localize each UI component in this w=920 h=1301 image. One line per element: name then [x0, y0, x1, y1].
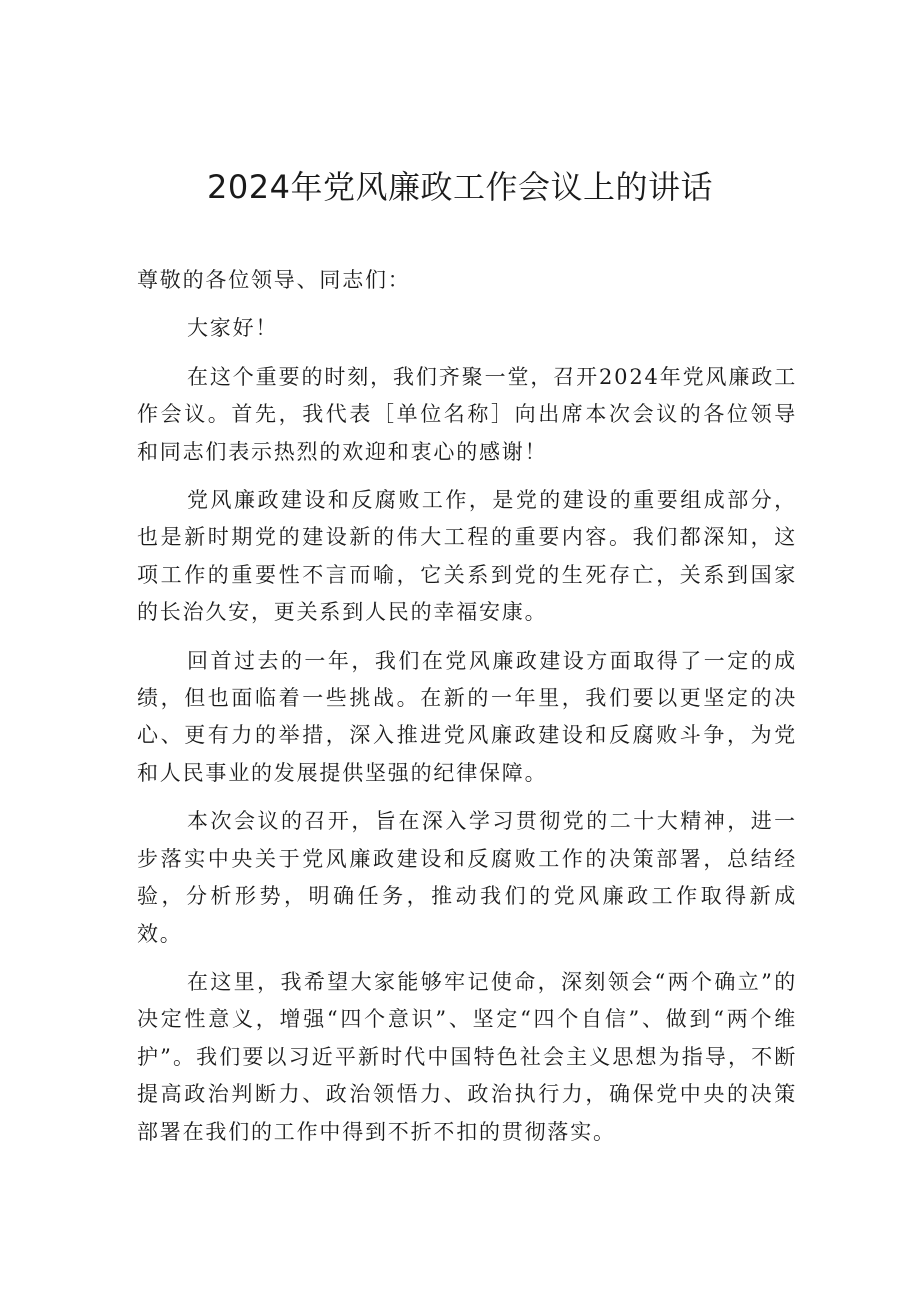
greeting: 大家好！: [187, 316, 279, 341]
paragraph-1: 在这个重要的时刻，我们齐聚一堂，召开2024年党风廉政工作会议。首先，我代表［单位名称］向出席本次会议的各位领导和同志们表示热烈的欢迎和衷心的感谢！: [137, 364, 797, 464]
salutation: 尊敬的各位领导、同志们：: [137, 268, 411, 292]
paragraph-3: 回首过去的一年，我们在党风廉政建设方面取得了一定的成绩，但也面临着一些挑战。在新的一年里，我们要以更坚定的决心、更有力的举措，深入推进党风廉政建设和反腐败斗争，为党和人民事业的发展提供坚强的纪律保障。: [137, 648, 797, 785]
paragraph-5: 在这里，我希望大家能够牢记使命，深刻领会“两个确立”的决定性意义，增强“四个意识”、坚定“四个自信”、做到“两个维护”。我们要以习近平新时代中国特色社会主义思想为指导，不断提高政治判断力、政治领悟力、政治执行力，确保党中央的决策部署在我们的工作中得到不折不扣的贯彻落实。: [137, 969, 797, 1144]
paragraph-4: 本次会议的召开，旨在深入学习贯彻党的二十大精神，进一步落实中央关于党风廉政建设和反腐败工作的决策部署，总结经验，分析形势，明确任务，推动我们的党风廉政工作取得新成效。: [137, 809, 797, 946]
paragraph-2: 党风廉政建设和反腐败工作，是党的建设的重要组成部分，也是新时期党的建设新的伟大工程的重要内容。我们都深知，这项工作的重要性不言而喻，它关系到党的生死存亡，关系到国家的长治久安，更关系到人民的幸福安康。: [137, 488, 797, 625]
document-title: 2024年党风廉政工作会议上的讲话: [207, 168, 713, 206]
document-body: [137, 262, 797, 1151]
